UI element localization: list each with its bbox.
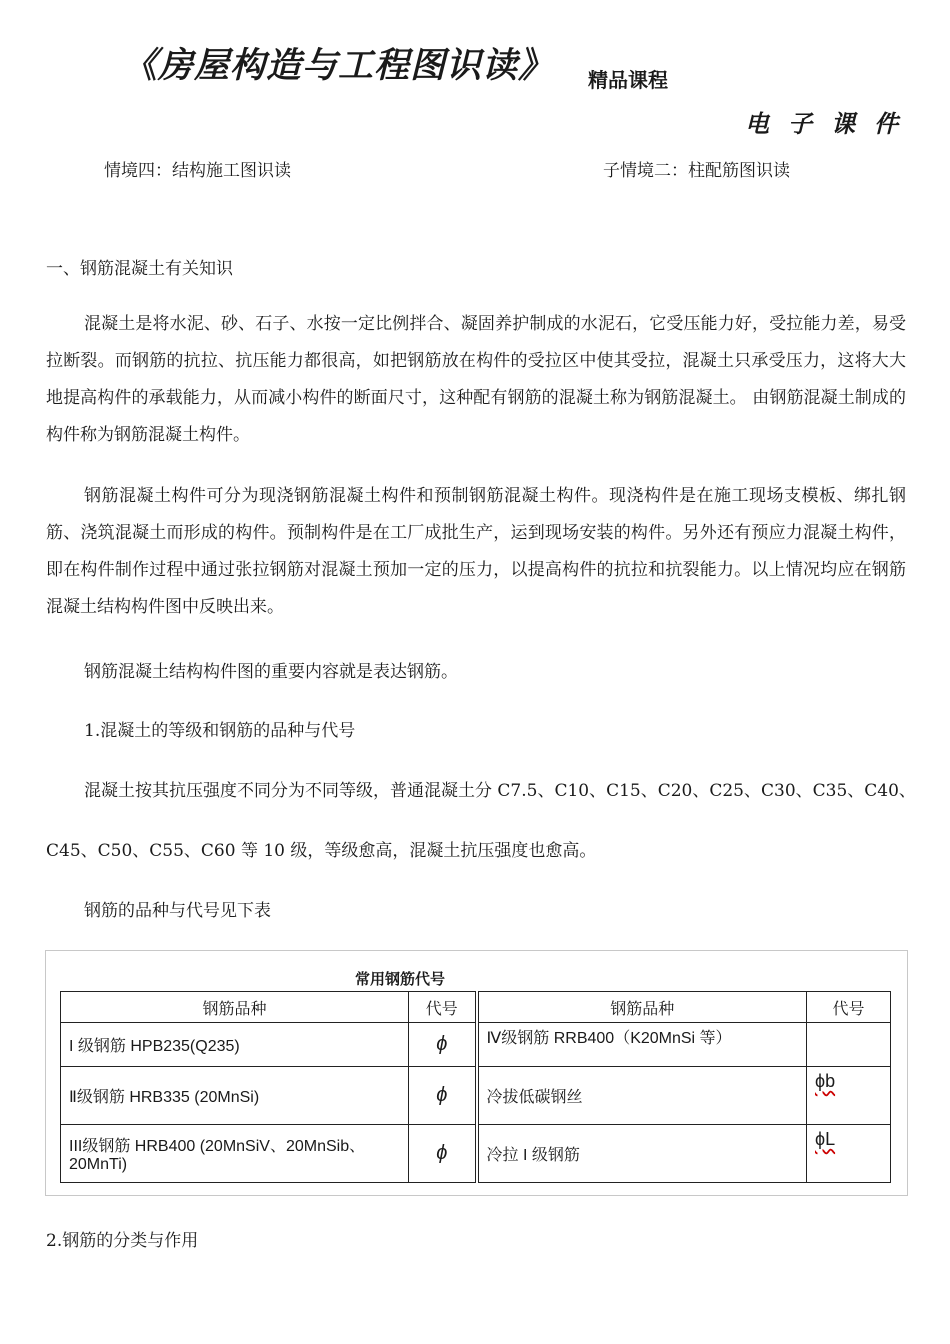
table-intro: 钢筋的品种与代号见下表 <box>84 901 271 921</box>
rebar-code <box>807 1023 891 1067</box>
rebar-code: ϕ <box>409 1067 477 1125</box>
scenario-label: 情境四：结构施工图识读 <box>104 161 291 181</box>
course-type: 精品课程 <box>588 68 668 92</box>
rebar-code: ϕ <box>409 1023 477 1067</box>
rebar-name: 冷拔低碳钢丝 <box>477 1067 807 1125</box>
rebar-code <box>807 1067 891 1125</box>
header-code: 代号 <box>807 992 891 1023</box>
table-caption: 常用钢筋代号 <box>355 970 446 988</box>
table-row <box>61 1023 891 1067</box>
rebar-code-text: ϕb <box>815 1071 836 1091</box>
grade-text-line2: C45、C50、C55、C60 等 10 级，等级愈高，混凝土抗压强度也愈高。 <box>46 841 597 861</box>
header-rebar-type: 钢筋品种 <box>61 992 409 1023</box>
table-row <box>61 1067 891 1125</box>
rebar-code <box>807 1125 891 1183</box>
rebar-name: III级钢筋 HRB400 (20MnSiV、20MnSib、20MnTi) <box>61 1125 409 1183</box>
rebar-code-text: ϕL <box>815 1129 836 1149</box>
header-rebar-type: 钢筋品种 <box>477 992 807 1023</box>
sub-scenario-label: 子情境二：柱配筋图识读 <box>603 161 790 181</box>
document-title: 《房屋构造与工程图识读》 <box>122 46 555 86</box>
table-row <box>61 1125 891 1183</box>
section-heading: 一、钢筋混凝土有关知识 <box>46 259 233 279</box>
grade-text-line1: 混凝土按其抗压强度不同分为不同等级，普通混凝土分 C7.5、C10、C15、C20、C25、C30、C35、C40、 <box>84 781 916 801</box>
electronic-courseware-label: 电子课件 <box>745 109 917 138</box>
table-header-row <box>61 992 891 1023</box>
paragraph-drawing-content: 钢筋混凝土结构构件图的重要内容就是表达钢筋。 <box>84 662 458 682</box>
rebar-name: I 级钢筋 HPB235(Q235) <box>61 1023 409 1067</box>
subheading-grades: 1.混凝土的等级和钢筋的品种与代号 <box>84 721 356 741</box>
paragraph-components: 钢筋混凝土构件可分为现浇钢筋混凝土构件和预制钢筋混凝土构件。现浇构件是在施工现场支模板、绑扎钢筋、浇筑混凝土而形成的构件。预制构件是在工厂成批生产，运到现场安装的构件。另外还有预应力混凝土构件，即在构件制作过程中通过张拉钢筋对混凝土预加一定的压力，以提高构件的抗拉和抗裂能力。以上情况均应在钢筋混凝土结构构件图中反映出来。 <box>46 486 906 617</box>
header-code: 代号 <box>409 992 477 1023</box>
rebar-code-table <box>60 991 891 1183</box>
rebar-name: Ⅱ级钢筋 HRB335 (20MnSi) <box>61 1067 409 1125</box>
paragraph-concrete: 混凝土是将水泥、砂、石子、水按一定比例拌合、凝固养护制成的水泥石，它受压能力好，受拉能力差，易受拉断裂。而钢筋的抗拉、抗压能力都很高，如把钢筋放在构件的受拉区中使其受拉，混凝土只承受压力，这将大大地提高构件的承载能力，从而减小构件的断面尺寸，这种配有钢筋的混凝土称为钢筋混凝土。 由钢筋混凝土制成的构件称为钢筋混凝土构件。 <box>46 314 906 445</box>
rebar-name: 冷拉 I 级钢筋 <box>477 1125 807 1183</box>
rebar-name: Ⅳ级钢筋 RRB400（K20MnSi 等） <box>477 1023 807 1067</box>
subheading-classification: 2.钢筋的分类与作用 <box>46 1231 199 1251</box>
rebar-code: ϕ <box>409 1125 477 1183</box>
